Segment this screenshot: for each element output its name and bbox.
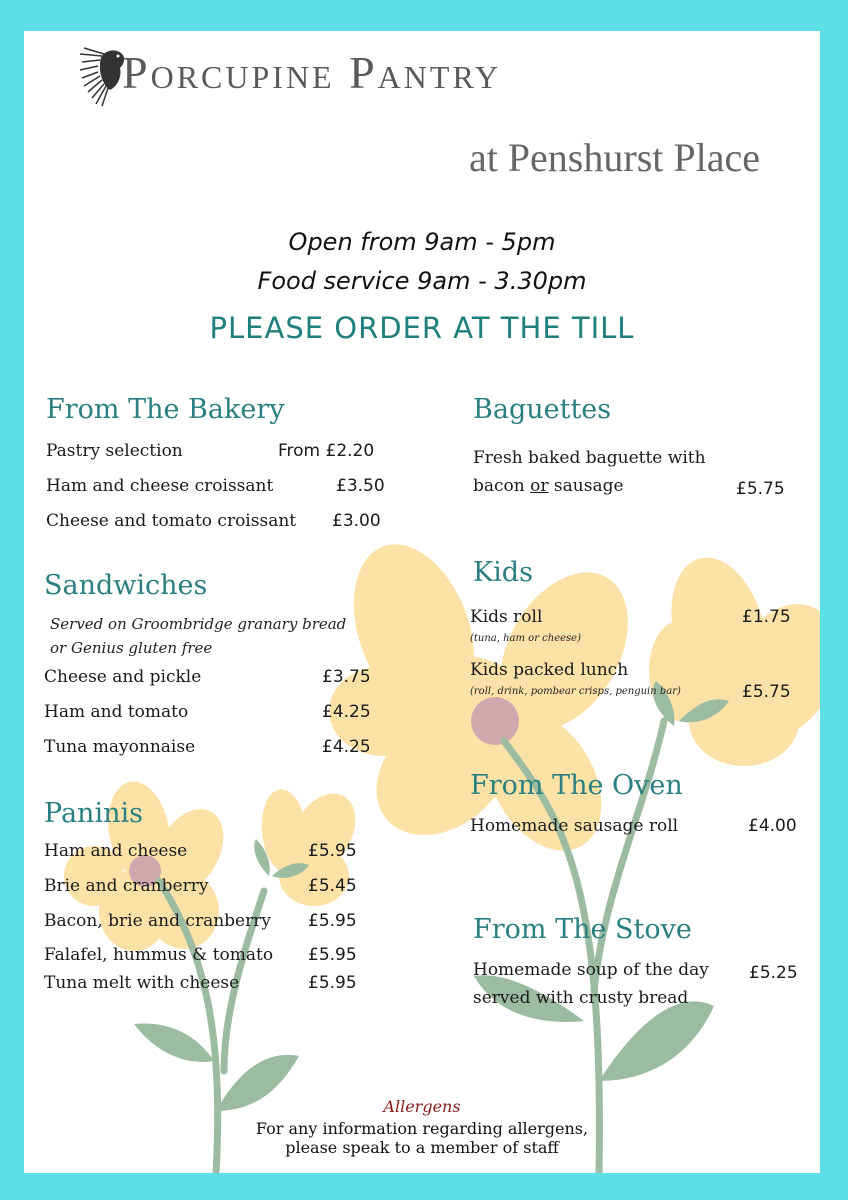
bakery-heading: From The Bakery — [46, 394, 285, 425]
menu-item-name: Tuna melt with cheese — [44, 973, 240, 993]
menu-item-name: Bacon, brie and cranberry — [44, 911, 271, 931]
baguette-text: sausage — [548, 476, 624, 496]
brand-location: at Penshurst Place — [468, 135, 760, 180]
menu-item-name: Kids packed lunch — [470, 660, 629, 680]
menu-item-price: £5.95 — [308, 945, 357, 965]
sandwiches-heading: Sandwiches — [44, 570, 208, 601]
sandwiches-note: Served on Groombridge granary bread — [50, 615, 347, 633]
menu-item-name: Falafel, hummus & tomato — [44, 945, 274, 965]
baguettes-heading: Baguettes — [473, 394, 612, 425]
baguette-description: Fresh baked baguette with — [473, 448, 706, 468]
menu-item-price: £3.50 — [336, 476, 385, 496]
menu-item-detail: (roll, drink, pombear crisps, penguin bar) — [470, 686, 681, 697]
oven-heading: From The Oven — [470, 770, 683, 801]
menu-item-price: £1.75 — [742, 607, 791, 627]
stove-heading: From The Stove — [473, 914, 692, 945]
baguette-text: bacon — [473, 476, 531, 496]
menu-item-name: Cheese and tomato croissant — [46, 511, 297, 531]
menu-item-name: Ham and cheese — [44, 841, 188, 861]
baguette-or: or — [530, 476, 549, 496]
menu-item-price: £4.00 — [748, 816, 797, 836]
stove-description: Homemade soup of the day — [473, 960, 709, 980]
menu-item-price: £5.45 — [308, 876, 357, 896]
food-service-hours: Food service 9am - 3.30pm — [257, 267, 587, 295]
menu-item-price: £5.95 — [308, 911, 357, 931]
menu-item-name: Brie and cranberry — [44, 876, 209, 896]
porcupine-logo-icon — [80, 46, 128, 108]
allergens-text: please speak to a member of staff — [285, 1138, 559, 1157]
menu-item-price: £3.75 — [322, 667, 371, 687]
allergens-heading: Allergens — [383, 1097, 461, 1116]
order-instruction: PLEASE ORDER AT THE TILL — [209, 311, 635, 345]
menu-item-price: £3.00 — [332, 511, 381, 531]
menu-item-name: Cheese and pickle — [44, 667, 202, 687]
menu-item-detail: (tuna, ham or cheese) — [470, 633, 581, 644]
menu-item-name: Homemade sausage roll — [470, 816, 679, 836]
flower-decoration — [24, 31, 820, 1173]
menu-item-name: Ham and cheese croissant — [46, 476, 274, 496]
kids-heading: Kids — [473, 557, 533, 588]
menu-item-price: £5.75 — [736, 479, 785, 499]
menu-item-name: Kids roll — [470, 607, 543, 627]
menu-item-price: £5.95 — [308, 841, 357, 861]
sandwiches-note: or Genius gluten free — [50, 639, 213, 657]
stove-description: served with crusty bread — [473, 988, 689, 1008]
menu-item-name: Pastry selection — [46, 441, 183, 461]
menu-item-price: £4.25 — [322, 737, 371, 757]
menu-item-price: £5.25 — [749, 963, 798, 983]
paninis-heading: Paninis — [44, 798, 143, 829]
menu-item-name: Ham and tomato — [44, 702, 189, 722]
menu-item-price: £5.95 — [308, 973, 357, 993]
menu-page — [24, 31, 820, 1173]
opening-hours: Open from 9am - 5pm — [288, 228, 556, 256]
baguette-description-line2 — [473, 476, 624, 496]
brand-name: Porcupine Pantry — [122, 47, 502, 98]
allergens-text: For any information regarding allergens, — [255, 1119, 589, 1138]
menu-item-name: Tuna mayonnaise — [44, 737, 196, 757]
menu-item-price: £5.75 — [742, 682, 791, 702]
menu-item-price: From £2.20 — [278, 441, 375, 461]
menu-item-price: £4.25 — [322, 702, 371, 722]
